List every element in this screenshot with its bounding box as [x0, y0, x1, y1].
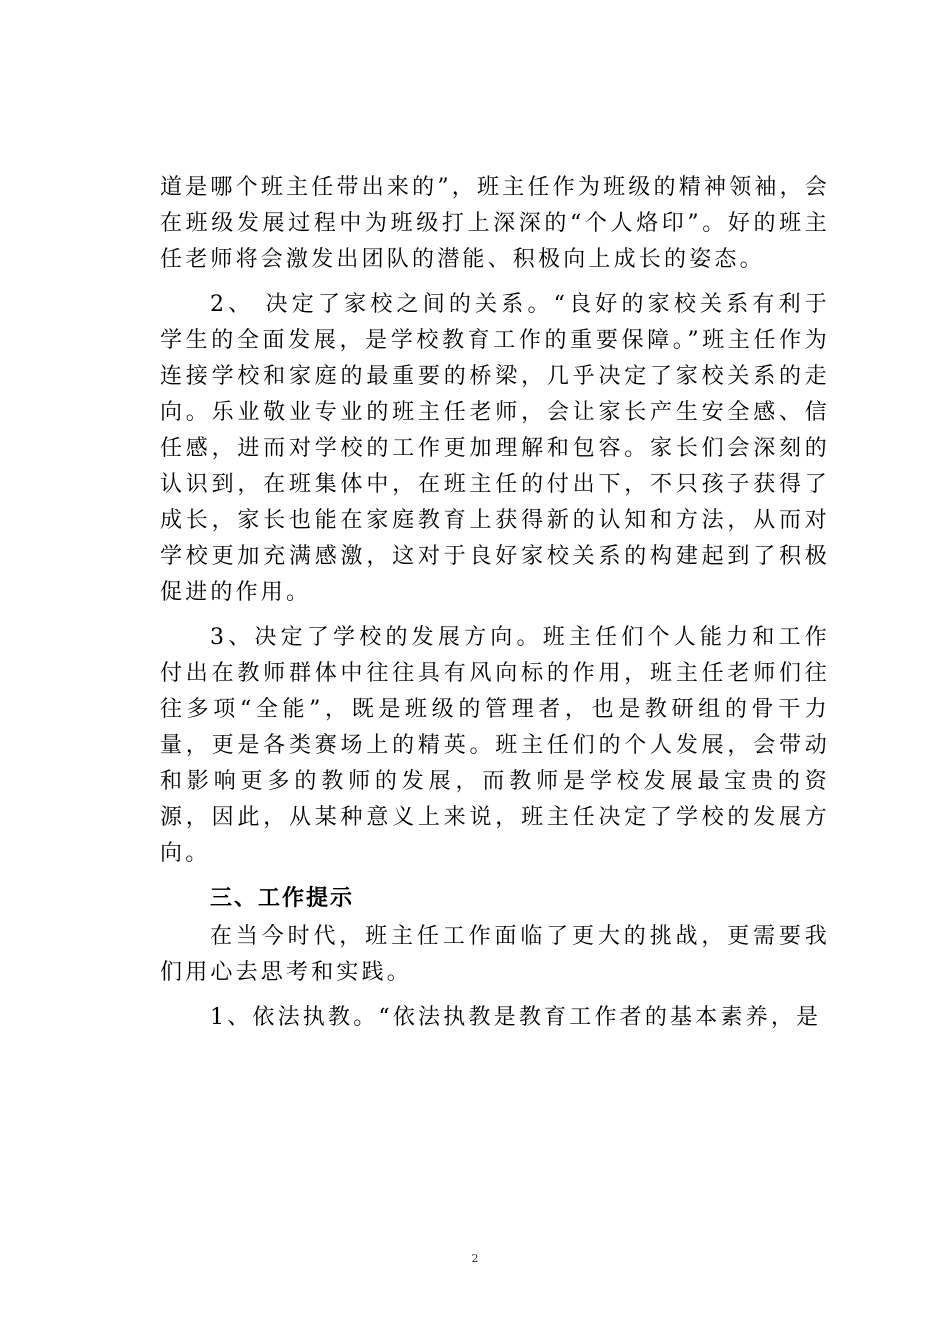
paragraph-home-school-relationship: 2、 决定了家校之间的关系。“良好的家校关系有利于学生的全面发展，是学校教育工作的重要保障。”班主任作为连接学校和家庭的最重要的桥梁，几乎决定了家校关系的走向。乐业敬业专业的班主任老师，会让家长产生安全感、信任感，进而对学校的工作更加理解和包容。家长们会深刻的认识到，在班集体中，在班主任的付出下，不只孩子获得了成长，家长也能在家庭教育上获得新的认知和方法，从而对学校更加充满感激，这对于良好家校关系的构建起到了积极促进的作用。 [160, 292, 830, 605]
section-heading: 三、工作提示 [210, 886, 355, 911]
paragraph-school-development-direction: 3、决定了学校的发展方向。班主任们个人能力和工作付出在教师群体中往往具有风向标的作用，班主任老师们往往多项“全能”，既是班级的管理者，也是教研组的骨干力量，更是各类赛场上的精英。班主任们的个人发展，会带动和影响更多的教师的发展，而教师是学校发展最宝贵的资源，因此，从某种意义上来说，班主任决定了学校的发展方向。 [160, 625, 830, 866]
document-body [160, 170, 830, 1045]
paragraph-work-tips-intro: 在当今时代，班主任工作面临了更大的挑战，更需要我们用心去思考和实践。 [160, 924, 830, 985]
paragraph-teach-by-law: 1、依法执教。“依法执教是教育工作者的基本素养，是 [210, 1005, 822, 1030]
page-number: 2 [471, 1252, 479, 1265]
paragraph-continuation: 道是哪个班主任带出来的”，班主任作为班级的精神领袖，会在班级发展过程中为班级打上深深的“个人烙印”。好的班主任老师将会激发出团队的潜能、积极向上成长的姿态。 [160, 175, 830, 272]
